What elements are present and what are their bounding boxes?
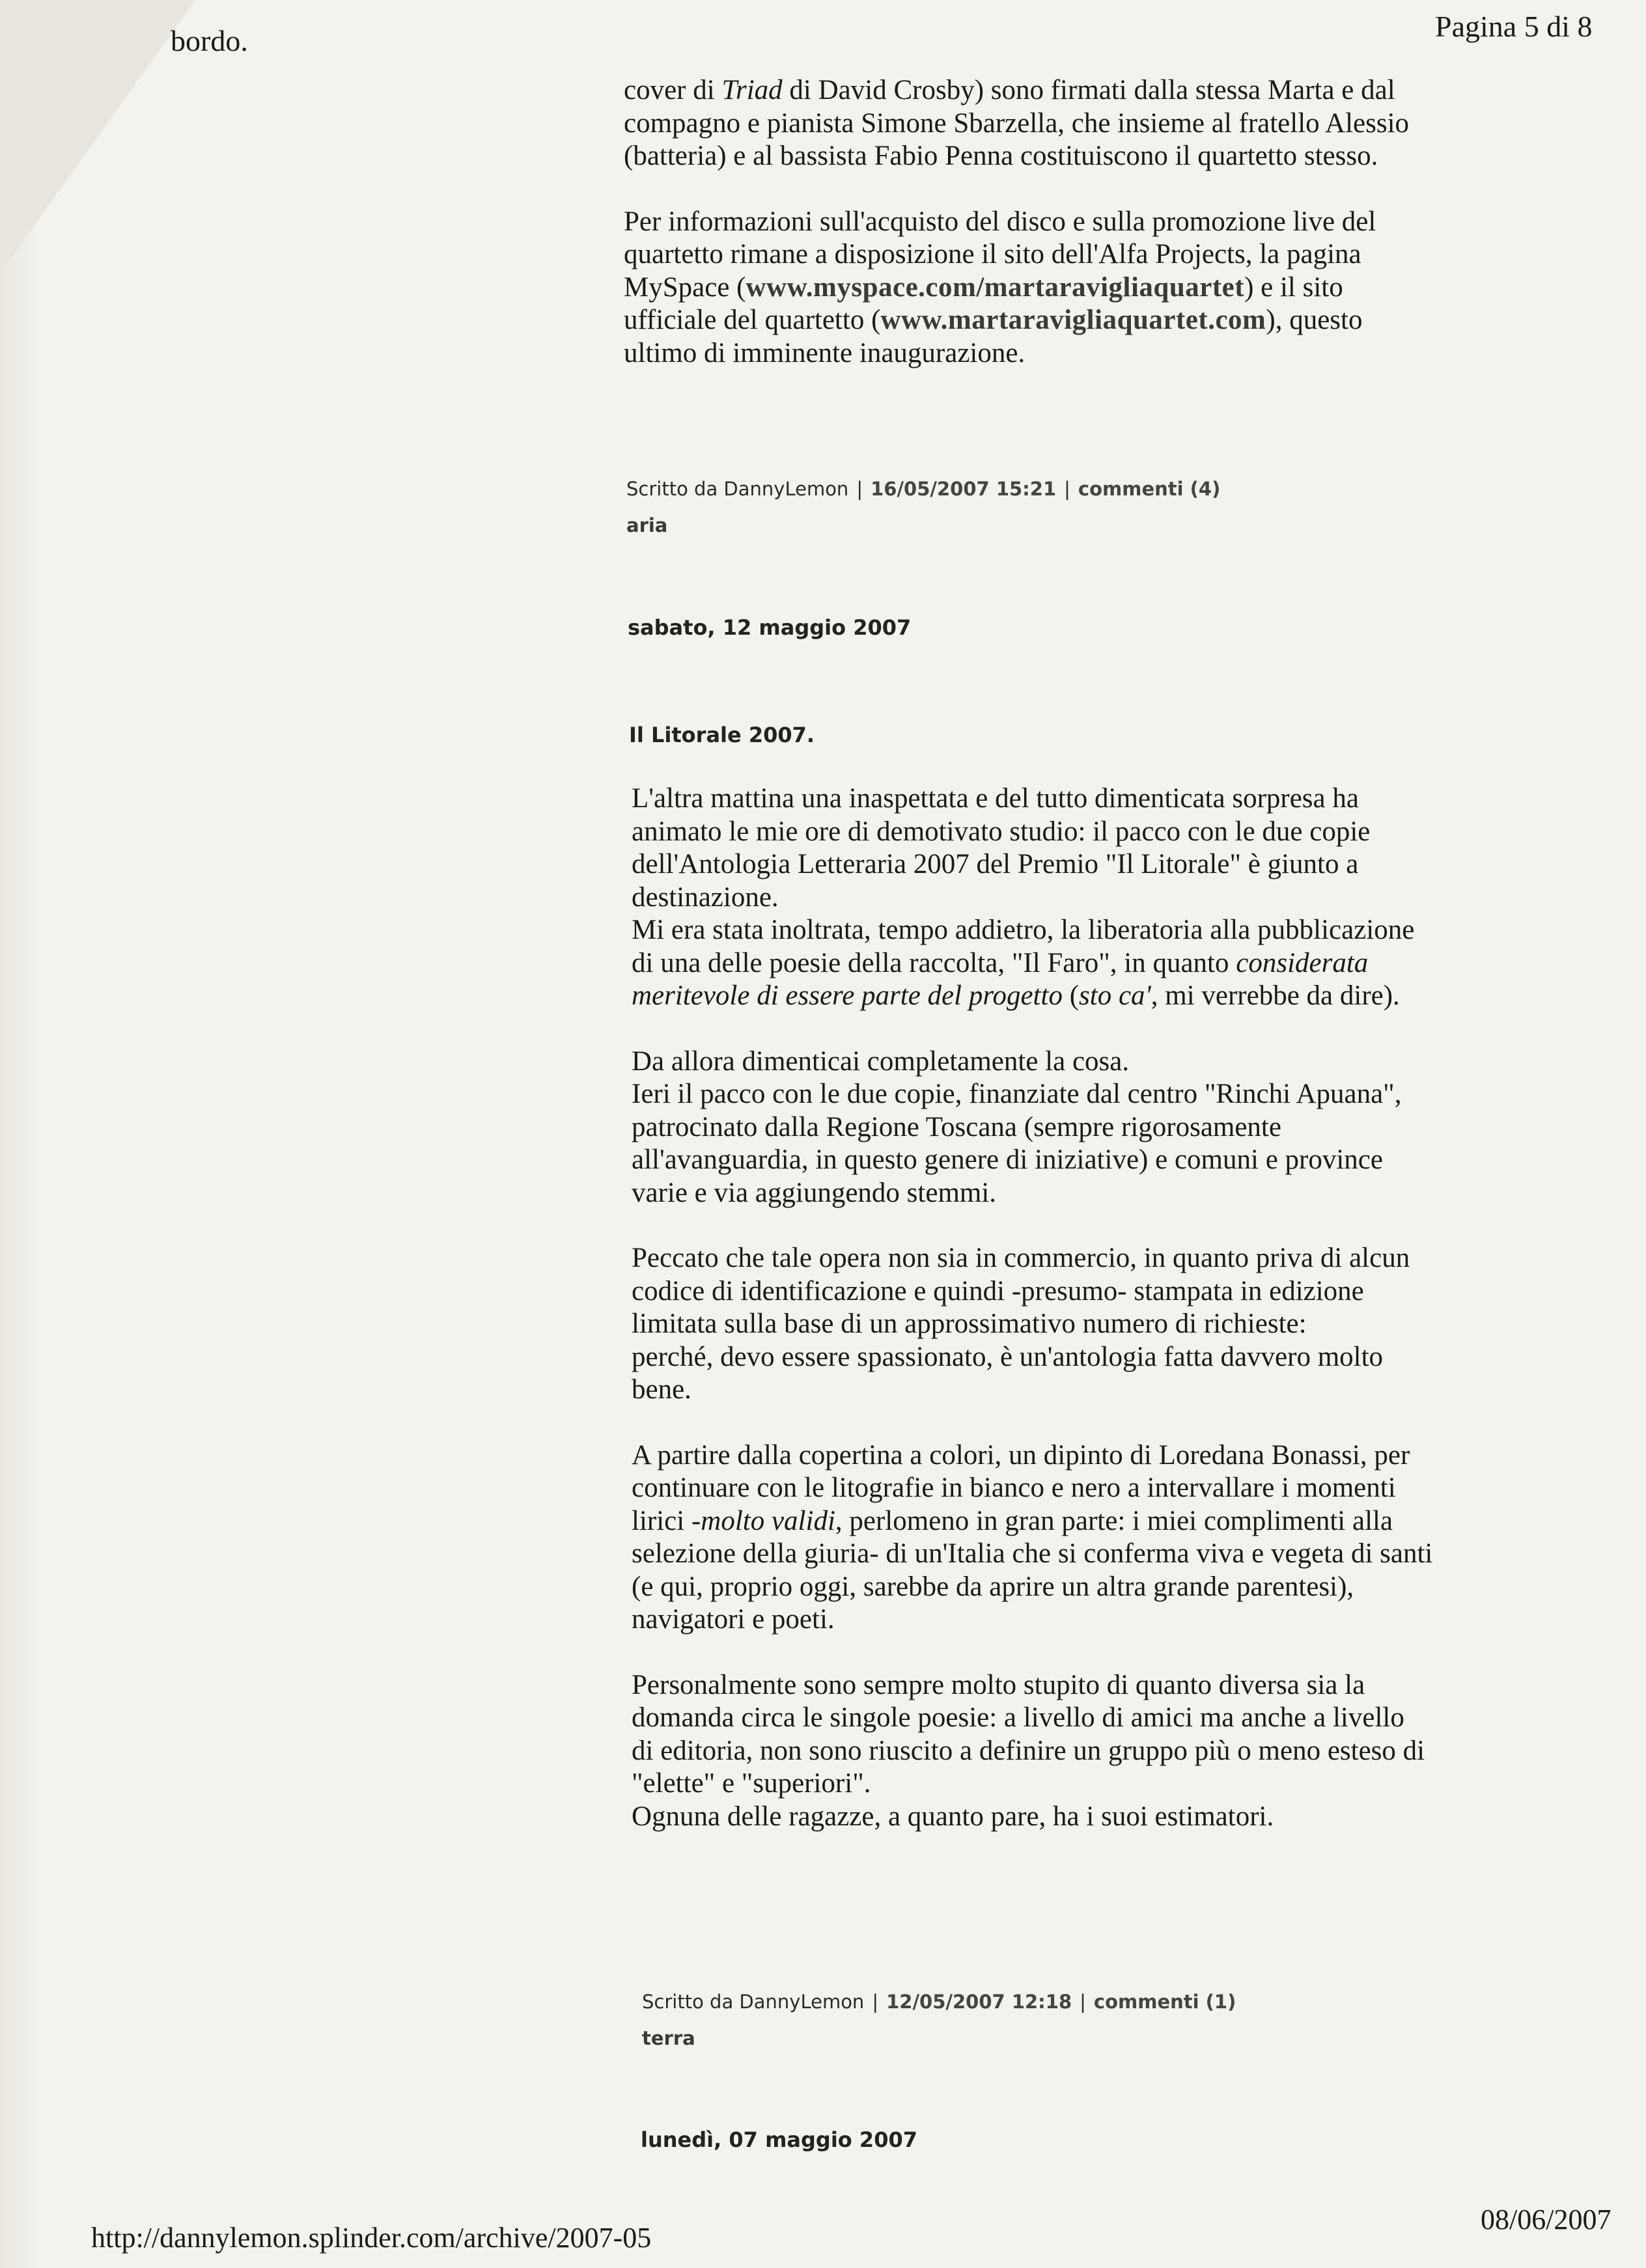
post-tag-link[interactable]: aria [626, 514, 668, 536]
post-tag-link[interactable]: terra [642, 2027, 695, 2049]
footer-url: http://dannylemon.splinder.com/archive/2007-05 [91, 2222, 652, 2254]
footer-date: 08/06/2007 [1481, 2204, 1611, 2235]
post-author: Scritto da DannyLemon [626, 478, 849, 500]
post-paragraph-1: L'altra mattina una inaspettata e del tutto dimenticata sorpresa ha animato le mie ore di demotivato studio: il pacco con le due copie dell'Antologia Letteraria 2007 del Premio "Il Litorale" è giunto a destinazione. Mi era stata inoltrata, tempo addietro, la liberatoria alla pubblicazione di una delle poesie della raccolta, "Il Faro", in quanto considerata meritevole di essere parte del progetto (sto ca', mi verrebbe da dire). [632, 783, 1415, 1011]
post-body [632, 782, 1556, 1866]
comments-link[interactable]: commenti (1) [1093, 1991, 1236, 2013]
prev-post-body [624, 74, 1548, 402]
date-heading: lunedì, 07 maggio 2007 [641, 2127, 917, 2152]
post-paragraph-4: A partire dalla copertina a colori, un dipinto di Loredana Bonassi, per continuare con le litografie in bianco e nero a intervallare i momenti lirici -molto validi, perlomeno in gran parte: i miei complimenti alla selezione della giuria- di un'Italia che si conferma viva e vegeta di santi (e qui, proprio oggi, sarebbe da aprire un altra grande parentesi), navigatori e poeti. [632, 1439, 1433, 1635]
page-edge-shadow [0, 0, 39, 2268]
post-title[interactable]: Il Litorale 2007. [629, 723, 815, 747]
prev-page-fragment: bordo. [171, 24, 248, 57]
post-permalink[interactable]: 12/05/2007 12:18 [886, 1991, 1072, 2013]
prev-post-paragraph-1: cover di Triad di David Crosby) sono firmati dalla stessa Marta e dal compagno e pianista Simone Sbarzella, che insieme al fratello Alessio (batteria) e al bassista Fabio Penna costituiscono il quartetto stesso. [624, 75, 1410, 171]
post-paragraph-2: Da allora dimenticai completamente la cosa. Ieri il pacco con le due copie, finanziate dal centro "Rinchi Apuana", patrocinato dalla Regione Toscana (sempre rigorosamente all'avanguardia, in questo genere di iniziative) e comuni e province varie e via aggiungendo stemmi. [632, 1045, 1402, 1208]
post-paragraph-5: Personalmente sono sempre molto stupito di quanto diversa sia la domanda circa le singole poesie: a livello di amici ma anche a livello di editoria, non sono riuscito a definire un gruppo più o meno esteso di "elette" e "superiori". Ognuna delle ragazze, a quanto pare, ha i suoi estimatori. [632, 1669, 1425, 1832]
date-heading: sabato, 12 maggio 2007 [628, 615, 912, 640]
post-meta: Scritto da DannyLemon | 12/05/2007 12:18 | commenti (1) [642, 1991, 1236, 2013]
prev-post-meta: Scritto da DannyLemon | 16/05/2007 15:21 | commenti (4) [626, 478, 1221, 500]
post-permalink[interactable]: 16/05/2007 15:21 [871, 478, 1057, 500]
album-title: Triad [721, 75, 783, 105]
post-author: Scritto da DannyLemon [642, 1991, 865, 2013]
page-indicator: Pagina 5 di 8 [1435, 10, 1593, 43]
prev-post-paragraph-2: Per informazioni sull'acquisto del disco e sulla promozione live del quartetto rimane a disposizione il sito dell'Alfa Projects, la pagina MySpace (www.myspace.com/martaravigliaquartet) e il sito ufficiale del quartetto (www.martaravigliaquartet.com), questo ultimo di imminente inaugurazione. [624, 206, 1376, 368]
post-paragraph-3: Peccato che tale opera non sia in commercio, in quanto priva di alcun codice di identificazione e quindi -presumo- stampata in edizione limitata sulla base di un approssimativo numero di richieste: perché, devo essere spassionato, è un'antologia fatta davvero molto bene. [632, 1243, 1410, 1405]
myspace-link[interactable]: www.myspace.com/martaravigliaquartet [746, 271, 1245, 303]
official-site-link[interactable]: www.martaravigliaquartet.com [880, 305, 1266, 335]
comments-link[interactable]: commenti (4) [1078, 478, 1221, 500]
